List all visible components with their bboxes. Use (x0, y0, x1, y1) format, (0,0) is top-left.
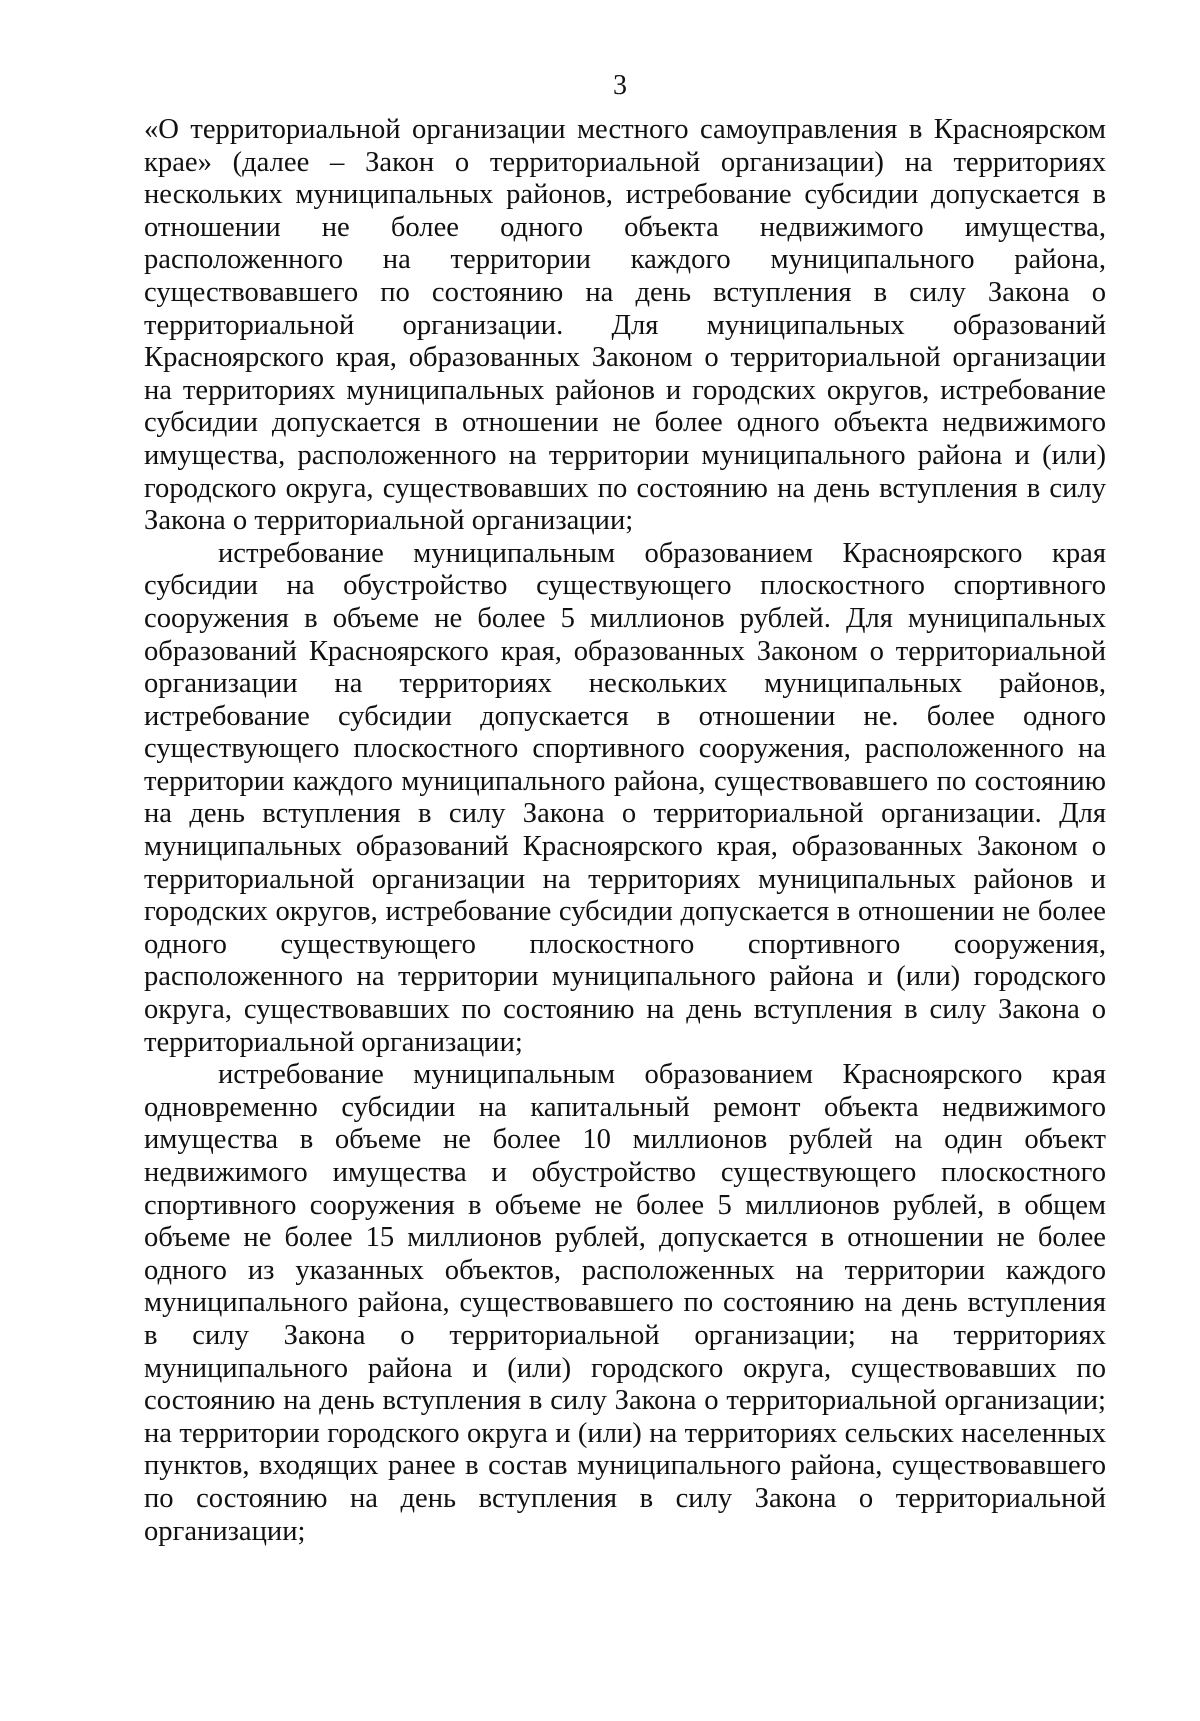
document-body (144, 114, 1106, 1548)
page-number: 3 (613, 70, 627, 101)
paragraph-combined-subsidy: истребование муниципальным образованием Красноярского края одновременно субсидии на капитальный ремонт объекта недвижимого имущества в объеме не более 10 миллионов рублей на один объект недвижимого имущества и обустройство существующего плоскостного спортивного сооружения в объеме не более 5 миллионов рублей, в общем объеме не более 15 миллионов рублей, допускается в отношении не более одного из указанных объектов, расположенных на территории каждого муниципального района, существовавшего по состоянию на день вступления в силу Закона о территориальной организации; на территориях муниципального района и (или) городского округа, существовавших по состоянию на день вступления в силу Закона о территориальной организации; на территории городского округа и (или) на территориях сельских населенных пунктов, входящих ранее в состав муниципального района, существовавшего по состоянию на день вступления в силу Закона о территориальной организации; (144, 1059, 1106, 1547)
paragraph-sports-facility-subsidy: истребование муниципальным образованием Красноярского края субсидии на обустройство существующего плоскостного спортивного сооружения в объеме не более 5 миллионов рублей. Для муниципальных образований Красноярского края, образованных Законом о территориальной организации на территориях нескольких муниципальных районов, истребование субсидии допускается в отношении не. более одного существующего плоскостного спортивного сооружения, расположенного на территории каждого муниципального района, существовавшего по состоянию на день вступления в силу Закона о территориальной организации. Для муниципальных образований Красноярского края, образованных Законом о территориальной организации на территориях муниципальных районов и городских округов, истребование субсидии допускается в отношении не более одного существующего плоскостного спортивного сооружения, расположенного на территории муниципального района и (или) городского округа, существовавших по состоянию на день вступления в силу Закона о территориальной организации; (144, 537, 1106, 1058)
paragraph-continuation: «О территориальной организации местного самоуправления в Красноярском крае» (далее – Закон о территориальной организации) на территориях нескольких муниципальных районов, истребование субсидии допускается в отношении не более одного объекта недвижимого имущества, расположенного на территории каждого муниципального района, существовавшего по состоянию на день вступления в силу Закона о территориальной организации. Для муниципальных образований Красноярского края, образованных Законом о территориальной организации на территориях муниципальных районов и городских округов, истребование субсидии допускается в отношении не более одного объекта недвижимого имущества, расположенного на территории муниципального района и (или) городского округа, существовавших по состоянию на день вступления в силу Закона о территориальной организации; (144, 114, 1106, 537)
